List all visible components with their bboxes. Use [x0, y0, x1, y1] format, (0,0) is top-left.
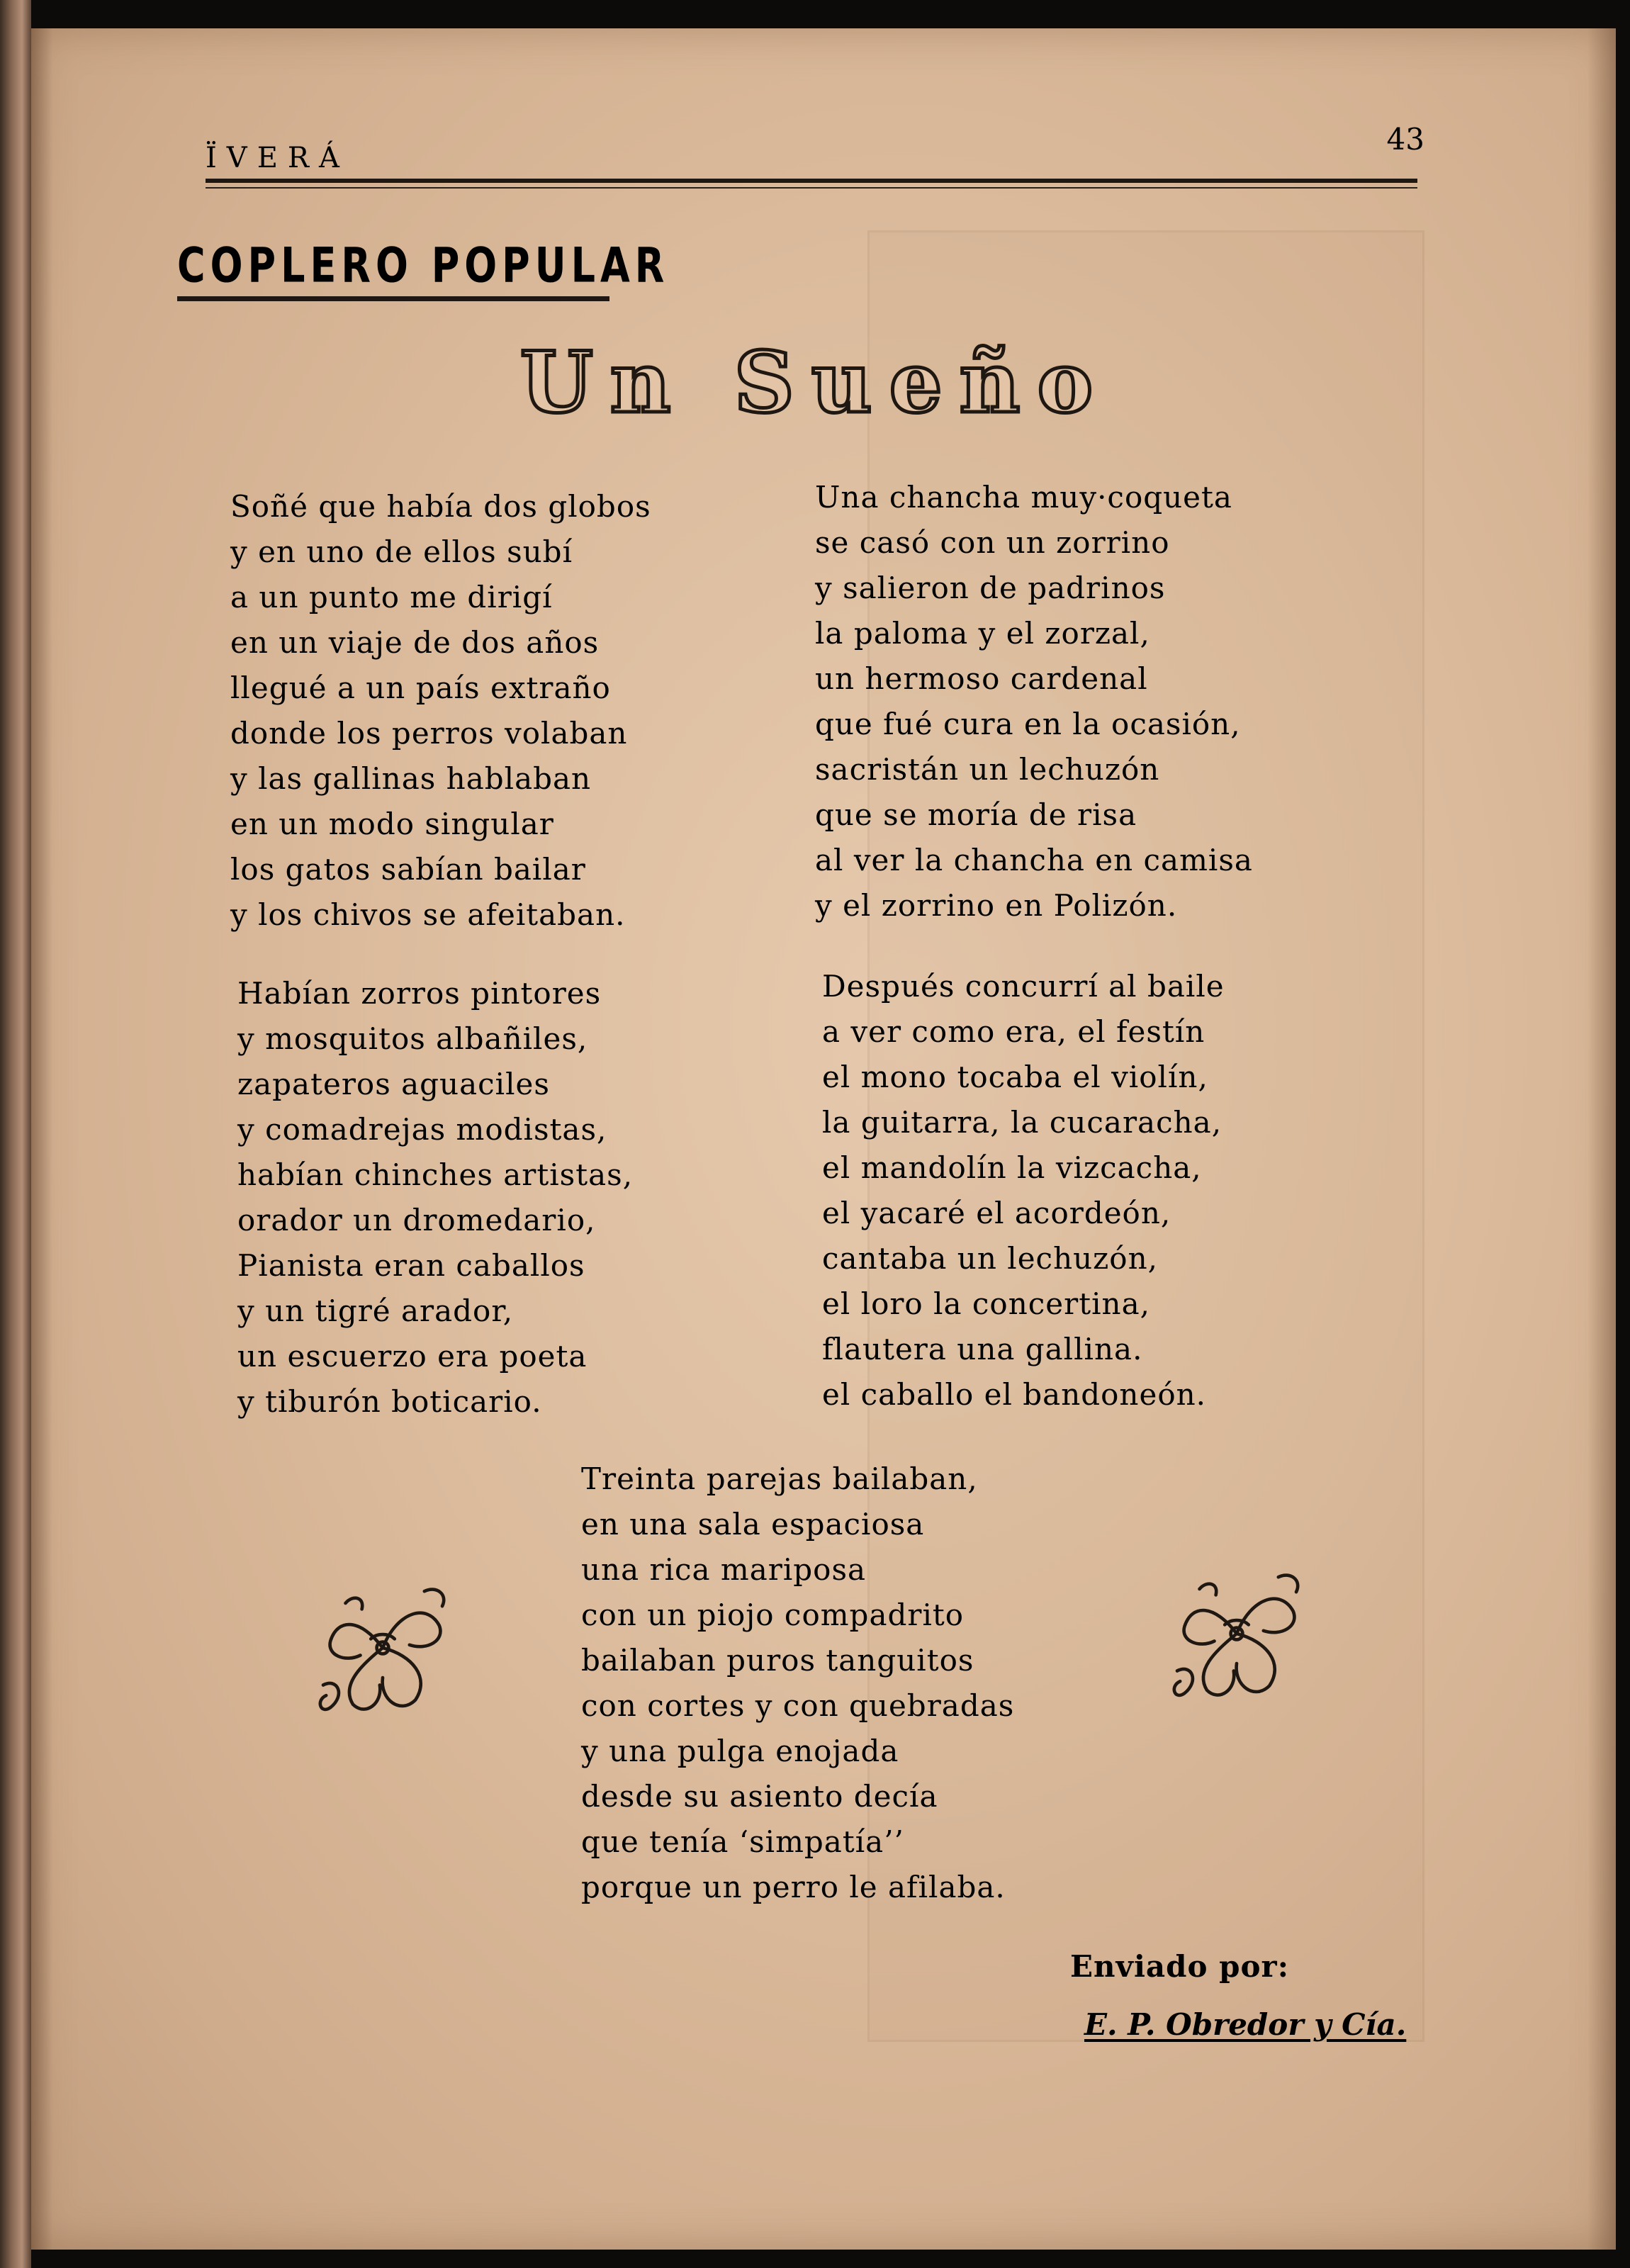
- poem-line: en una sala espaciosa: [581, 1507, 925, 1542]
- poem-line: una rica mariposa: [581, 1552, 867, 1587]
- poem-line: al ver la chancha en camisa: [815, 843, 1253, 877]
- poem-line: Después concurrí al baile: [822, 969, 1225, 1004]
- header-rule: [206, 179, 1417, 183]
- poem-line: zapateros aguaciles: [237, 1067, 550, 1101]
- poem-line: se casó con un zorrino: [815, 525, 1170, 560]
- poem-line: Una chancha muy·coqueta: [815, 480, 1232, 515]
- poem-line: y comadrejas modistas,: [237, 1112, 607, 1147]
- poem-line: que se moría de risa: [815, 797, 1137, 832]
- poem-line: el caballo el bandoneón.: [822, 1377, 1207, 1412]
- poem-line: y mosquitos albañiles,: [237, 1021, 588, 1056]
- stanza-1: [230, 484, 651, 938]
- poem-line: que tenía ‘simpatía’’: [581, 1824, 904, 1859]
- poem-line: en un modo singular: [230, 807, 554, 841]
- poem-line: y una pulga enojada: [581, 1734, 899, 1768]
- book-spine: [0, 0, 31, 2268]
- poem-line: el mono tocaba el violín,: [822, 1060, 1208, 1094]
- section-title: COPLERO POPULAR: [177, 237, 670, 293]
- poem-line: la guitarra, la cucaracha,: [822, 1105, 1222, 1140]
- poem-line: bailaban puros tanguitos: [581, 1643, 974, 1678]
- poem-line: y el zorrino en Polizón.: [815, 888, 1178, 923]
- poem-line: los gatos sabían bailar: [230, 852, 586, 887]
- poem-line: con cortes y con quebradas: [581, 1688, 1015, 1723]
- poem-line: y los chivos se afeitaban.: [230, 897, 626, 932]
- poem-line: Treinta parejas bailaban,: [581, 1461, 978, 1496]
- poem-line: cantaba un lechuzón,: [822, 1241, 1158, 1276]
- poem-line: orador un dromedario,: [237, 1203, 596, 1237]
- poem-line: el loro la concertina,: [822, 1286, 1150, 1321]
- section-underline: [177, 296, 609, 301]
- poem-line: en un viaje de dos años: [230, 625, 600, 660]
- poem-line: Habían zorros pintores: [237, 976, 602, 1011]
- poem-line: con un piojo compadrito: [581, 1598, 965, 1632]
- stanza-2: [815, 475, 1253, 928]
- poem-title: Un Sueño: [519, 333, 1111, 432]
- poem-line: un escuerzo era poeta: [237, 1339, 588, 1374]
- poem-line: donde los perros volaban: [230, 716, 628, 751]
- poem-line: flautera una gallina.: [822, 1332, 1143, 1366]
- stanza-4: [822, 964, 1225, 1418]
- page-edge-shadow: [1587, 28, 1616, 2250]
- magazine-name: ÏVERÁ: [206, 142, 349, 174]
- flower-ornament-icon: [1162, 1559, 1311, 1708]
- poem-line: el mandolín la vizcacha,: [822, 1150, 1202, 1185]
- header-rule-thin: [206, 187, 1417, 189]
- poem-line: y en uno de ellos subí: [230, 534, 573, 569]
- poem-line: porque un perro le afilaba.: [581, 1870, 1006, 1904]
- poem-line: habían chinches artistas,: [237, 1157, 634, 1192]
- poem-line: y tiburón boticario.: [237, 1384, 542, 1419]
- poem-line: a ver como era, el festín: [822, 1014, 1205, 1049]
- poem-line: llegué a un país extraño: [230, 670, 611, 705]
- stanza-5: [581, 1456, 1014, 1910]
- page-number: 43: [1386, 122, 1424, 157]
- poem-line: y un tigré arador,: [237, 1293, 514, 1328]
- poem-line: la paloma y el zorzal,: [815, 616, 1150, 651]
- poem-line: un hermoso cardenal: [815, 661, 1148, 696]
- sender-label: Enviado por:: [1070, 1949, 1290, 1984]
- poem-line: y salieron de padrinos: [815, 571, 1166, 605]
- stanza-3: [237, 971, 633, 1425]
- poem-line: desde su asiento decía: [581, 1779, 938, 1814]
- running-header: [177, 113, 1424, 177]
- poem-line: Soñé que había dos globos: [230, 489, 651, 524]
- poem-line: y las gallinas hablaban: [230, 761, 592, 796]
- poem-line: el yacaré el acordeón,: [822, 1196, 1171, 1230]
- sender-name: E. P. Obredor y Cía.: [1084, 2007, 1407, 2042]
- poem-line: Pianista eran caballos: [237, 1248, 585, 1283]
- poem-line: que fué cura en la ocasión,: [815, 707, 1241, 741]
- poem-line: sacristán un lechuzón: [815, 752, 1160, 787]
- flower-ornament-icon: [308, 1573, 457, 1722]
- poem-line: a un punto me dirigí: [230, 580, 553, 614]
